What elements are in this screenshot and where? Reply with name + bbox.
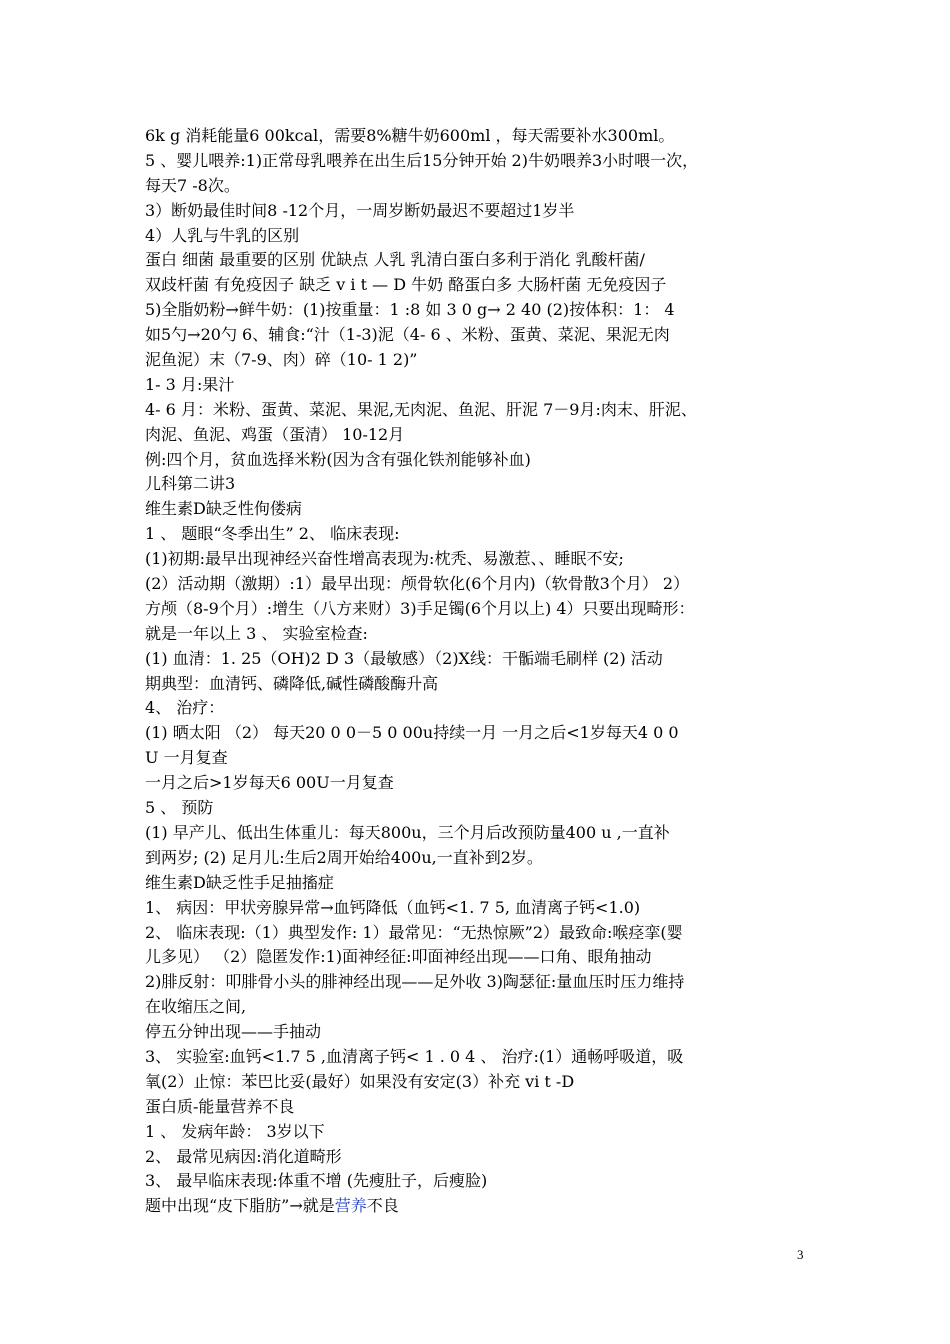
- text-line: 5)全脂奶粉→鲜牛奶：(1)按重量：1 :8 如 3 0 g→ 2 40 (2)按体积：1： 4: [145, 300, 675, 320]
- text-line: 4- 6 月：米粉、蛋黄、菜泥、果泥,无肉泥、鱼泥、肝泥 7－9月:肉末、肝泥、: [145, 399, 697, 419]
- text-line: (1) 血清：1. 25（OH)2 D 3（最敏感）（2)X线：干骺端毛刷样 (2) 活动: [145, 648, 663, 668]
- text-line: (1)初期:最早出现神经兴奋性增高表现为:枕秃、易激惹、、睡眠不安;: [145, 549, 624, 569]
- text-line: 氧(2）止惊：苯巴比妥(最好）如果没有安定(3）补充 vi t -D: [145, 1071, 575, 1091]
- text-line: 3）断奶最佳时间8 -12个月，一周岁断奶最迟不要超过1岁半: [145, 200, 575, 220]
- text-line: 肉泥、鱼泥、鸡蛋（蛋清） 10-12月: [145, 424, 405, 444]
- text-line: 5 、 预防: [145, 798, 214, 818]
- document-body: [145, 124, 815, 1219]
- section-heading: 蛋白质-能量营养不良: [145, 1096, 295, 1116]
- text-line: 1、 病因：甲状旁腺异常→血钙降低（血钙<1. 7 5, 血清离子钙<1.0): [145, 897, 641, 917]
- text-segment: 题中出现“皮下脂肪”→就是: [145, 1196, 335, 1216]
- text-line: 方颅（8-9个月）:增生（八方来财）3)手足镯(6个月以上) 4）只要出现畸形：: [145, 598, 695, 618]
- text-line: 1 、 题眼“冬季出生” 2、 临床表现:: [145, 524, 400, 544]
- text-line: 泥鱼泥）末（7-9、肉）碎（10- 1 2)”: [145, 350, 418, 370]
- text-line: 到两岁; (2) 足月儿:生后2周开始给400u,一直补到2岁。: [145, 847, 543, 867]
- text-line: 蛋白 细菌 最重要的区别 优缺点 人乳 乳清白蛋白多利于消化 乳酸杆菌/: [145, 250, 645, 270]
- text-line: 期典型：血清钙、磷降低,碱性磷酸酶升高: [145, 673, 439, 693]
- text-line: 在收缩压之间,: [145, 997, 247, 1017]
- text-line: 2、 临床表现:（1）典型发作: 1）最常见：“无热惊厥”2）最致命:喉痉挛(婴: [145, 922, 683, 942]
- text-segment: 不良: [366, 1196, 399, 1216]
- text-line: 儿多见） （2）隐匿发作:1)面神经征:叩面神经出现——口角、眼角抽动: [145, 947, 652, 967]
- text-line: 2、 最常见病因:消化道畸形: [145, 1146, 342, 1166]
- section-heading: 儿科第二讲3: [145, 474, 236, 494]
- text-line: 3、 最早临床表现:体重不增 (先瘦肚子，后瘦脸): [145, 1171, 488, 1191]
- text-line: 2)腓反射：叩腓骨小头的腓神经出现——足外收 3)陶瑟征:量血压时压力维持: [145, 972, 685, 992]
- text-line: 1- 3 月:果汁: [145, 374, 235, 394]
- text-line: 双歧杆菌 有免疫因子 缺乏 v i t — D 牛奶 酪蛋白多 大肠杆菌 无免疫因子: [145, 275, 667, 295]
- text-line: 一月之后>1岁每天6 00U一月复查: [145, 773, 394, 793]
- section-heading: 维生素D缺乏性佝偻病: [145, 499, 302, 519]
- text-line-with-highlight: [145, 1194, 815, 1219]
- text-line: 如5勺→20勺 6、辅食:“汁（1-3)泥（4- 6 、米粉、蛋黄、菜泥、果泥无肉: [145, 325, 670, 345]
- text-line: 4、 治疗：: [145, 698, 225, 718]
- text-line: (2）活动期（激期）:1）最早出现：颅骨软化(6个月内)（软骨散3个月） 2）: [145, 574, 690, 594]
- text-line: (1) 晒太阳 （2） 每天20 0 0－5 0 00u持续一月 一月之后<1岁每天4 0 0: [145, 723, 679, 743]
- text-line: 5 、婴儿喂养:1)正常母乳喂养在出生后15分钟开始 2)牛奶喂养3小时喂一次，: [145, 150, 699, 170]
- highlighted-word: 营养: [334, 1196, 367, 1216]
- text-line: 停五分钟出现——手抽动: [145, 1022, 322, 1042]
- text-line: 6k g 消耗能量6 00kcal，需要8%糖牛奶600ml ，每天需要补水300ml。: [145, 126, 675, 145]
- text-line: (1) 早产儿、低出生体重儿：每天800u，三个月后改预防量400 u ,一直补: [145, 822, 670, 842]
- text-line: 1 、 发病年龄： 3岁以下: [145, 1121, 325, 1141]
- text-line: 就是一年以上 3 、 实验室检查:: [145, 623, 368, 643]
- text-line: 3、 实验室:血钙<1.7 5 ,血清离子钙< 1 . 0 4 、 治疗:(1）通畅呼吸道，吸: [145, 1046, 684, 1066]
- page-number: 3: [797, 1247, 804, 1262]
- section-heading: 维生素D缺乏性手足抽搐症: [145, 872, 334, 892]
- text-line: U 一月复查: [145, 748, 228, 768]
- text-line: 例:四个月，贫血选择米粉(因为含有强化铁剂能够补血): [145, 449, 531, 469]
- text-line: 每天7 -8次。: [145, 175, 240, 195]
- section-heading: 4）人乳与牛乳的区别: [145, 225, 300, 245]
